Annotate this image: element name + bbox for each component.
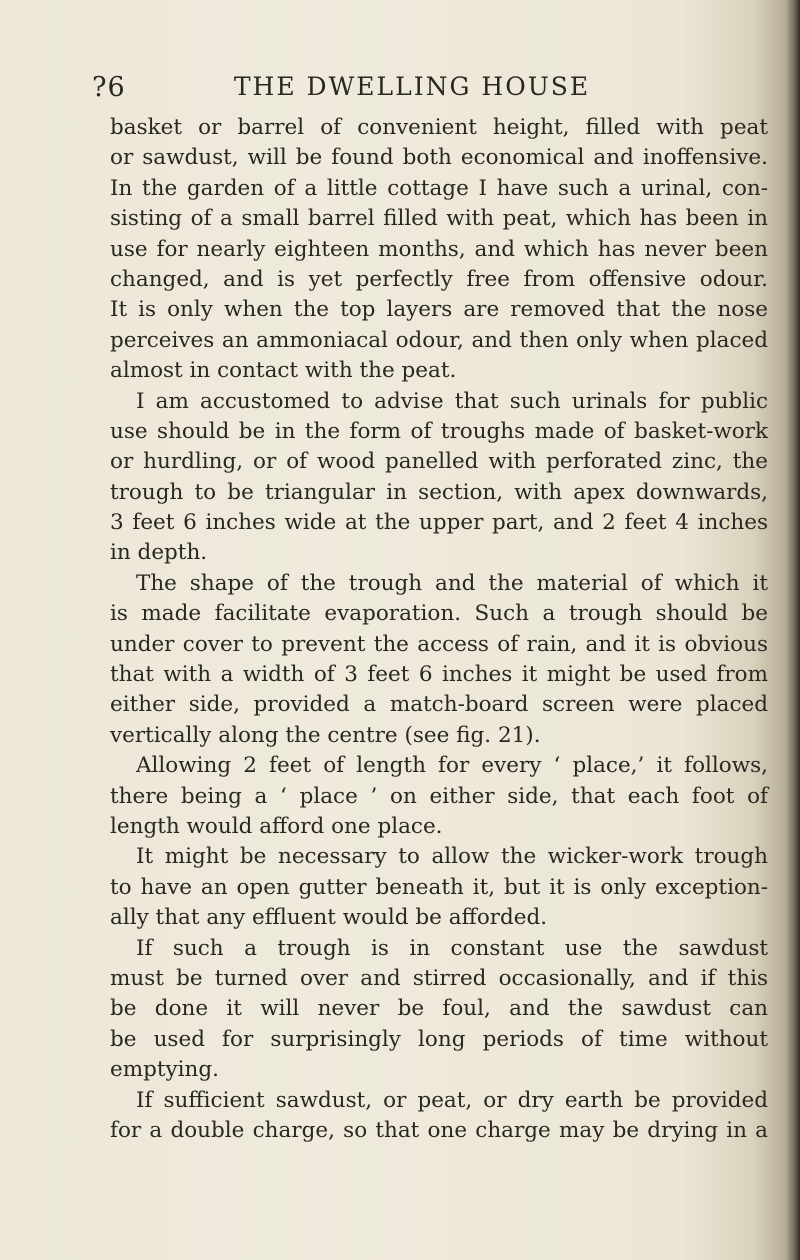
page-number: ?6 (92, 72, 126, 103)
text-line: in depth. (110, 540, 208, 566)
text-line: I am accustomed to advise that such urinals for public (136, 388, 768, 414)
text-line: If such a trough is in constant use the sawdust (136, 935, 768, 961)
text-line: It is only when the top layers are removed that the nose (110, 297, 768, 323)
text-line: there being a ‘ place ’ on either side, that each foot of (110, 783, 768, 809)
text-line: emptying. (110, 1057, 219, 1083)
text-line: or sawdust, will be found both economical and inoffensive. (110, 145, 768, 171)
text-line: sisting of a small barrel filled with peat, which has been in (110, 206, 768, 232)
text-line: or hurdling, or of wood panelled with perforated zinc, the (110, 449, 768, 475)
page-edge-shadow (786, 0, 800, 1260)
text-line: If sufficient sawdust, or peat, or dry earth be provided (136, 1087, 768, 1113)
text-line: must be turned over and stirred occasionally, and if this (110, 965, 768, 991)
text-line: vertically along the centre (see fig. 21). (110, 722, 541, 748)
text-line: is made facilitate evaporation. Such a trough should be (110, 601, 768, 627)
text-line: length would afford one place. (110, 813, 443, 839)
text-line: to have an open gutter beneath it, but it is only exception- (110, 874, 768, 900)
text-line: for a double charge, so that one charge may be drying in a (110, 1117, 768, 1143)
text-line: It might be necessary to allow the wicker-work trough (136, 844, 768, 870)
text-line: either side, provided a match-board screen were placed (110, 692, 768, 718)
text-line: In the garden of a little cottage I have such a urinal, con- (110, 175, 768, 201)
text-line: perceives an ammoniacal odour, and then only when placed (110, 327, 768, 353)
text-line: basket or barrel of convenient height, filled with peat (110, 115, 768, 140)
text-line: be done it will never be foul, and the sawdust can (110, 996, 768, 1022)
text-line: The shape of the trough and the material of which it (136, 570, 768, 596)
text-line: that with a width of 3 feet 6 inches it might be used from (110, 662, 768, 688)
text-line: 3 feet 6 inches wide at the upper part, and 2 feet 4 inches (110, 510, 768, 536)
page-header (92, 72, 732, 112)
text-line: almost in contact with the peat. (110, 358, 457, 384)
body-text (110, 113, 768, 1146)
text-line: use should be in the form of troughs made of basket-work (110, 418, 768, 444)
text-line: changed, and is yet perfectly free from offensive odour. (110, 266, 768, 292)
running-title: THE DWELLING HOUSE (233, 72, 591, 101)
text-line: under cover to prevent the access of rain, and it is obvious (110, 631, 768, 657)
text-line: ally that any effluent would be afforded. (110, 905, 548, 931)
text-line: be used for surprisingly long periods of time without (110, 1026, 768, 1052)
text-line: use for nearly eighteen months, and which has never been (110, 236, 768, 262)
text-line: Allowing 2 feet of length for every ‘ place,’ it follows, (136, 753, 768, 779)
text-line: trough to be triangular in section, with apex downwards, (110, 479, 768, 505)
